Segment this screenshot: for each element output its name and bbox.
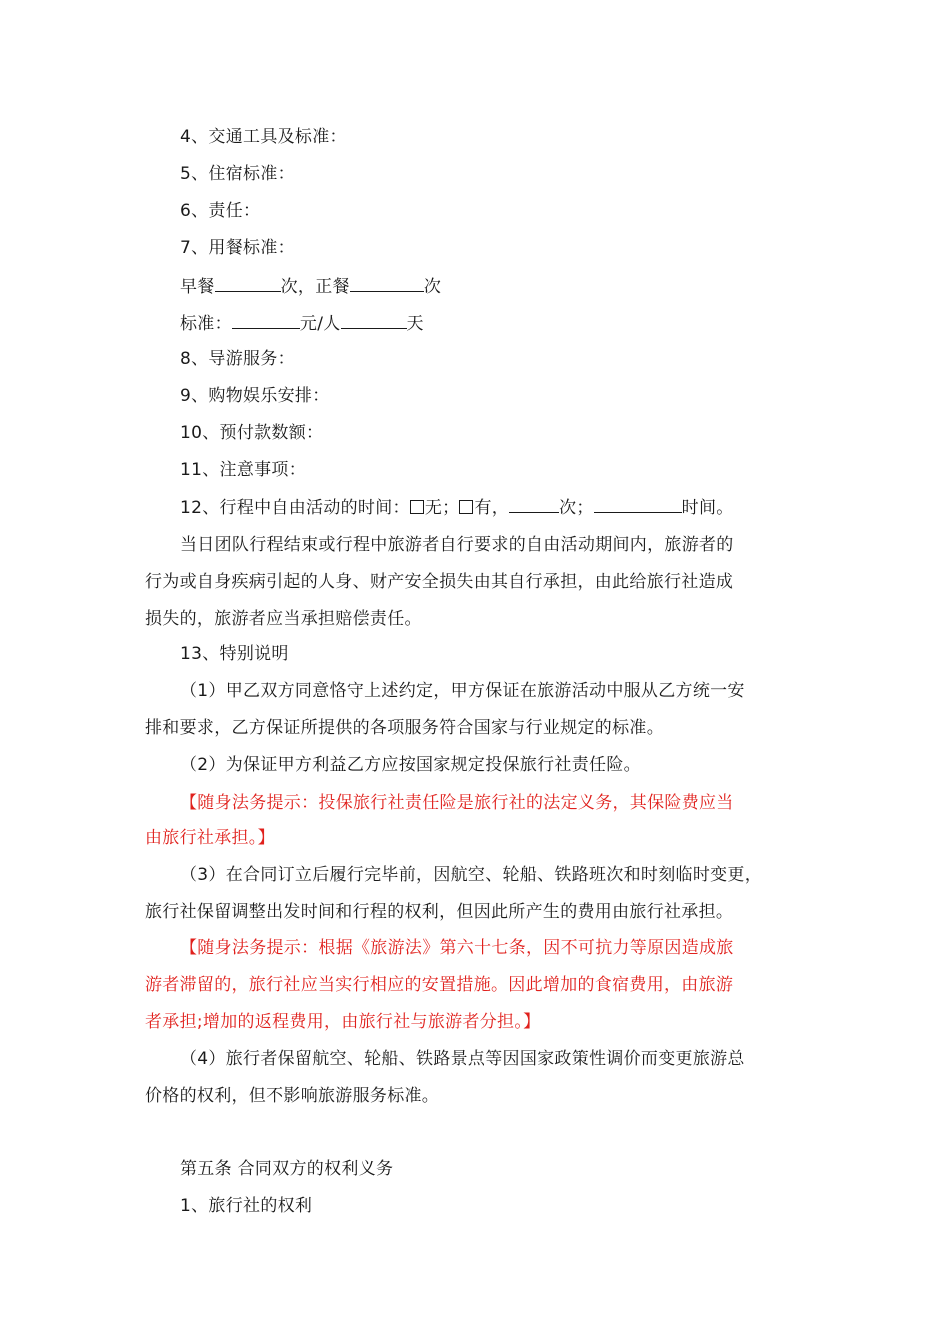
item-prepayment: 10、预付款数额： bbox=[180, 423, 324, 443]
legal-tip-2-line: 者承担;增加的返程费用，由旅行社与旅游者分担。】 bbox=[145, 1012, 541, 1032]
clause-3-line: 旅行社保留调整出发时间和行程的权利，但因此所产生的费用由旅行社承担。 bbox=[145, 902, 734, 922]
clause-4-line: 价格的权利，但不影响旅游服务标准。 bbox=[145, 1086, 440, 1106]
item-accommodation: 5、住宿标准： bbox=[180, 164, 295, 184]
checkbox-have[interactable] bbox=[459, 500, 473, 514]
option-none-label: 无； bbox=[424, 498, 460, 518]
option-have-label: 有， bbox=[474, 498, 510, 518]
clause-2: （2）为保证甲方利益乙方应按国家规定投保旅行社责任险。 bbox=[180, 755, 641, 775]
item-meal-standard: 7、用餐标准： bbox=[180, 238, 295, 258]
meal-times-end: 次 bbox=[423, 277, 442, 297]
duration-blank bbox=[594, 494, 682, 513]
legal-tip-1-line: 【随身法务提示：投保旅行社责任险是旅行社的法定义务，其保险费应当 bbox=[180, 793, 734, 813]
legal-tip-2-line: 【随身法务提示：根据《旅游法》第六十七条，因不可抗力等原因造成旅 bbox=[180, 938, 734, 958]
free-activity-para-line: 当日团队行程结束或行程中旅游者自行要求的自由活动期间内，旅游者的 bbox=[180, 535, 734, 555]
dinner-count-blank bbox=[350, 273, 424, 292]
free-activity-para-line: 行为或自身疾病引起的人身、财产安全损失由其自行承担，由此给旅行社造成 bbox=[145, 572, 734, 592]
item-responsibility: 6、责任： bbox=[180, 201, 261, 221]
clause-1-line: （1）甲乙双方同意恪守上述约定，甲方保证在旅游活动中服从乙方统一安 bbox=[180, 681, 745, 701]
item-free-activity bbox=[180, 494, 734, 520]
free-activity-label: 12、行程中自由活动的时间： bbox=[180, 498, 410, 518]
item-shopping: 9、购物娱乐安排： bbox=[180, 386, 330, 406]
days-unit: 天 bbox=[406, 314, 424, 334]
clause-4-line: （4）旅行者保留航空、轮船、铁路景点等因国家政策性调价而变更旅游总 bbox=[180, 1049, 745, 1069]
item-transport: 4、交通工具及标准： bbox=[180, 127, 347, 147]
clause-1-line: 排和要求，乙方保证所提供的各项服务符合国家与行业规定的标准。 bbox=[145, 718, 664, 738]
article-5-heading: 第五条 合同双方的权利义务 bbox=[180, 1159, 394, 1179]
item-guide-service: 8、导游服务： bbox=[180, 349, 295, 369]
free-activity-para-line: 损失的，旅游者应当承担赔偿责任。 bbox=[145, 609, 422, 629]
times-label: 次； bbox=[559, 498, 594, 518]
checkbox-none[interactable] bbox=[410, 500, 424, 514]
agency-rights-heading: 1、旅行社的权利 bbox=[180, 1196, 313, 1216]
item-notes: 11、注意事项： bbox=[180, 460, 307, 480]
price-blank bbox=[232, 310, 300, 329]
meal-count-line bbox=[180, 273, 441, 299]
meal-times-label: 次，正餐 bbox=[280, 277, 350, 297]
clause-3-line: （3）在合同订立后履行完毕前，因航空、轮船、铁路班次和时刻临时变更， bbox=[180, 865, 763, 885]
legal-tip-2-line: 游者滞留的，旅行社应当实行相应的安置措施。因此增加的食宿费用，由旅游 bbox=[145, 975, 734, 995]
time-label: 时间。 bbox=[681, 498, 734, 518]
breakfast-count-blank bbox=[215, 273, 281, 292]
meal-price-line bbox=[180, 310, 424, 336]
standard-label: 标准： bbox=[180, 314, 232, 334]
legal-tip-1-line: 由旅行社承担。】 bbox=[145, 828, 275, 848]
times-blank bbox=[509, 494, 559, 513]
days-blank bbox=[341, 310, 407, 329]
price-unit: 元/人 bbox=[299, 314, 341, 334]
item-special-notes: 13、特别说明 bbox=[180, 644, 289, 664]
breakfast-label: 早餐 bbox=[180, 277, 215, 297]
